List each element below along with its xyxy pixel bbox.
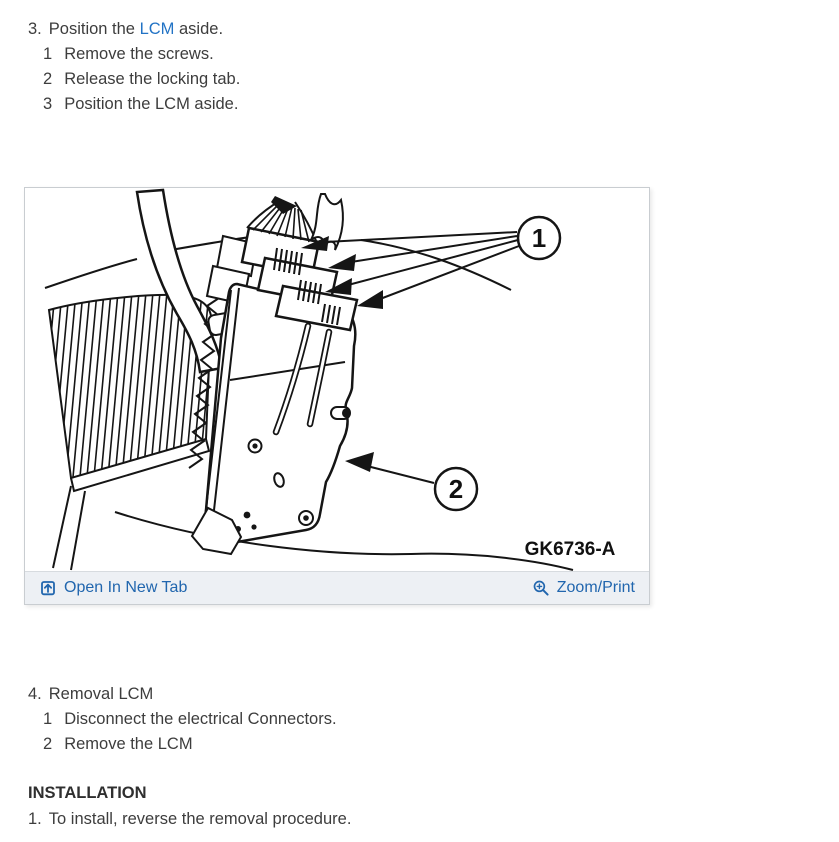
- substep-text: Remove the screws.: [64, 45, 214, 63]
- lcm-link[interactable]: LCM: [139, 20, 175, 38]
- substep-number: 2: [43, 735, 53, 753]
- callout-2-badge: [435, 468, 477, 510]
- callout-2-arrow: [345, 452, 434, 483]
- substep-text: Remove the LCM: [64, 735, 193, 753]
- step-3-line: [28, 19, 223, 40]
- svg-text:1: 1: [531, 223, 547, 253]
- step-4-line: [28, 684, 153, 705]
- zoom-plus-icon: [532, 579, 550, 597]
- installation-heading: INSTALLATION: [28, 784, 147, 802]
- substep-number: 1: [43, 45, 53, 63]
- figure-toolbar: [25, 571, 649, 604]
- step-text: To install, reverse the removal procedure.: [48, 810, 352, 828]
- substep-1-line: [43, 709, 337, 730]
- substep-number: 1: [43, 710, 53, 728]
- callout-1-badge: [518, 217, 560, 259]
- zoom-print-label: Zoom/Print: [556, 579, 635, 596]
- open-in-new-tab-icon: [39, 579, 57, 597]
- substep-1-line: [43, 44, 214, 65]
- figure-card: [24, 187, 650, 605]
- zoom-print-link[interactable]: [532, 579, 635, 597]
- open-in-new-tab-link[interactable]: [39, 579, 187, 597]
- step-number: 1.: [28, 810, 42, 828]
- installation-step-line: [28, 809, 351, 830]
- substep-number: 2: [43, 70, 53, 88]
- substep-text: Disconnect the electrical Connectors.: [64, 710, 337, 728]
- lcm-diagram: [25, 188, 649, 571]
- svg-text:2: 2: [448, 474, 464, 504]
- step-text: Removal LCM: [48, 685, 154, 703]
- step-text: Position the: [48, 20, 140, 38]
- step-number: 4.: [28, 685, 42, 703]
- step-text-suffix: aside.: [174, 20, 224, 38]
- figure-id-label: GK6736-A: [524, 539, 616, 560]
- step-number: 3.: [28, 20, 42, 38]
- substep-2-line: [43, 69, 240, 90]
- substep-2-line: [43, 734, 193, 755]
- open-in-new-tab-label: Open In New Tab: [64, 579, 188, 596]
- substep-number: 3: [43, 95, 53, 113]
- substep-3-line: [43, 94, 238, 115]
- substep-text: Release the locking tab.: [64, 70, 241, 88]
- substep-text: Position the LCM aside.: [64, 95, 239, 113]
